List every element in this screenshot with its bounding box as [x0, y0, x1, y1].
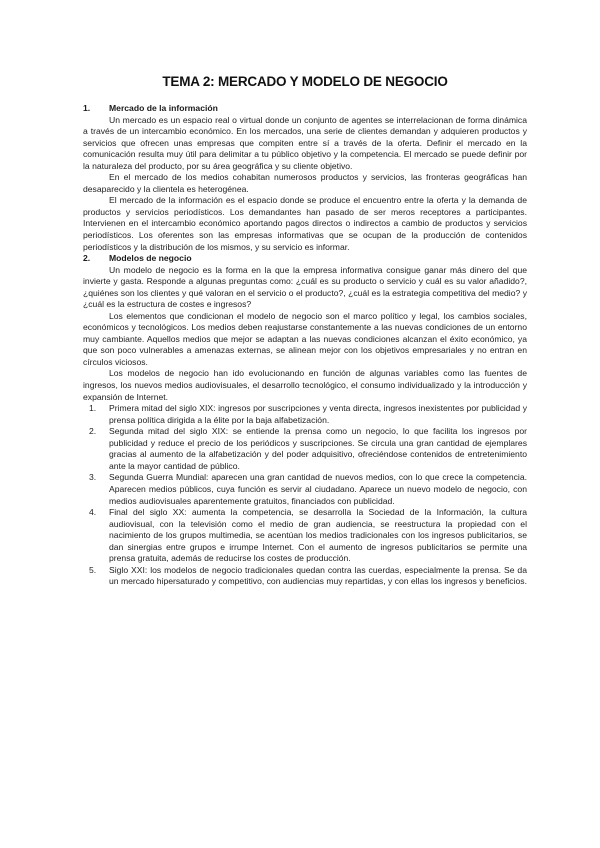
- list-item: [83, 565, 527, 588]
- paragraph: En el mercado de los medios cohabitan numerosos productos y servicios, las fronteras geográficas han desaparecido y la clientela es heterogénea.: [83, 172, 527, 194]
- section-number: 2.: [83, 253, 91, 264]
- list-item: [83, 507, 527, 565]
- list-item: [83, 403, 527, 426]
- list-item-number: 2.: [89, 426, 97, 437]
- list-item-text: Primera mitad del siglo XIX: ingresos por suscripciones y venta directa, ingresos inexistentes por publicidad y prensa política dirigida a la élite por la baja alfabetización.: [109, 403, 527, 425]
- document-title: TEMA 2: MERCADO Y MODELO DE NEGOCIO: [162, 74, 448, 89]
- paragraph: Un modelo de negocio es la forma en la que la empresa informativa consigue ganar más dinero del que invierte y gasta. Responde a algunas preguntas como: ¿cuál es su producto o servicio y cuál es su valor añadido?, ¿quiénes son los clientes y qué valoran en el servicio o el producto?, ¿cuál es la estrategia competitiva del medio? y ¿cuál es la estructura de costes e ingresos?: [83, 264, 527, 310]
- list-item-text: Segunda mitad del siglo XIX: se entiende la prensa como un negocio, lo que facilita los ingresos por publicidad y reduce el precio de los periódicos y suscripciones. Se circula una gran cantidad de ejemplares gracias al aumento de la alfabetización y del poder adquisitivo, ofreciéndose contenidos de entretenimiento ante la mayor cantidad de público.: [109, 426, 527, 471]
- list-item: [83, 426, 527, 472]
- list-item-text: Siglo XXI: los modelos de negocio tradicionales quedan contra las cuerdas, especialmente la prensa. Se da un mercado hipersaturado y competitivo, con audiencias muy repartidas, y con ellas los ingresos y beneficios.: [109, 564, 527, 587]
- section-title: Modelos de negocio: [109, 253, 192, 264]
- section-number: 1.: [83, 103, 91, 113]
- list-item-number: 1.: [89, 403, 97, 414]
- section-heading-mercado: [83, 103, 527, 115]
- document-page: [83, 74, 527, 588]
- paragraph: El mercado de la información es el espacio donde se produce el encuentro entre la oferta y la demanda de productos y servicios periodísticos. Los demandantes han pasado de ser meros receptores a participantes. Intervienen en el intercambio económico aportando pagos directos o indirectos a cambio de productos y servicios periodísticos. Los oferentes son las empresas informativas que se ocupan de la producción de contenidos periodísticos y la distribución de los mismos, y su servicio es informar.: [83, 195, 527, 252]
- section-title: Mercado de la información: [109, 103, 218, 113]
- list-item-text: Final del siglo XX: aumenta la competencia, se desarrolla la Sociedad de la Información, la cultura audiovisual, con la televisión como el medio de gran audiencia, se reestructura la propiedad con el nacimiento de los grupos multimedia, se acentúan los medios tradicionales con los ingresos publicitarios, se dan sinergias entre grupos e irrumpe Internet. Con el aumento de ingresos publicitarios se permite una prensa gratuita, además de reducirse los costes de producción.: [109, 507, 527, 564]
- paragraph: Los elementos que condicionan el modelo de negocio son el marco político y legal, los cambios sociales, económicos y tecnológicos. Los medios deben reajustarse constantemente a las nuevas condiciones de un entorno muy cambiante. Aquellos medios que mejor se adaptan a las nuevas condiciones alcanzan el éxito económico, ya que son poco vulnerables a amenazas externas, se alinean mejor con los objetivos empresariales y no entran en círculos viciosos.: [83, 310, 527, 367]
- section-heading-modelos: [83, 253, 527, 265]
- list-item-number: 4.: [89, 507, 97, 518]
- paragraph: Los modelos de negocio han ido evolucionando en función de algunas variables como las fuentes de ingresos, los nuevos medios audiovisuales, el desarrollo tecnológico, el consumo individualizado y la introducción y expansión de Internet.: [83, 368, 527, 402]
- list-item-number: 3.: [89, 472, 97, 483]
- paragraph: Un mercado es un espacio real o virtual donde un conjunto de agentes se interrelacionan de forma dinámica a través de un intercambio económico. En los mercados, una serie de clientes demandan y adquieren productos y servicios que ofrecen unas empresas que compiten entre sí a través de la oferta. Definir el mercado en la comunicación resulta muy útil para delimitar a tu público objetivo y la competencia. El mercado se puede definir por la naturaleza del producto, por su área geográfica y su cliente objetivo.: [83, 114, 527, 171]
- history-list: [83, 403, 527, 588]
- list-item: [83, 472, 527, 507]
- list-item-number: 5.: [89, 564, 97, 575]
- list-item-text: Segunda Guerra Mundial: aparecen una gran cantidad de nuevos medios, con lo que crece la competencia. Aparecen medios públicos, cuya función es servir al ciudadano. Aparece un nuevo modelo de negocio, con medios audiovisuales aparentemente gratuitos, financiados con publicidad.: [109, 472, 527, 506]
